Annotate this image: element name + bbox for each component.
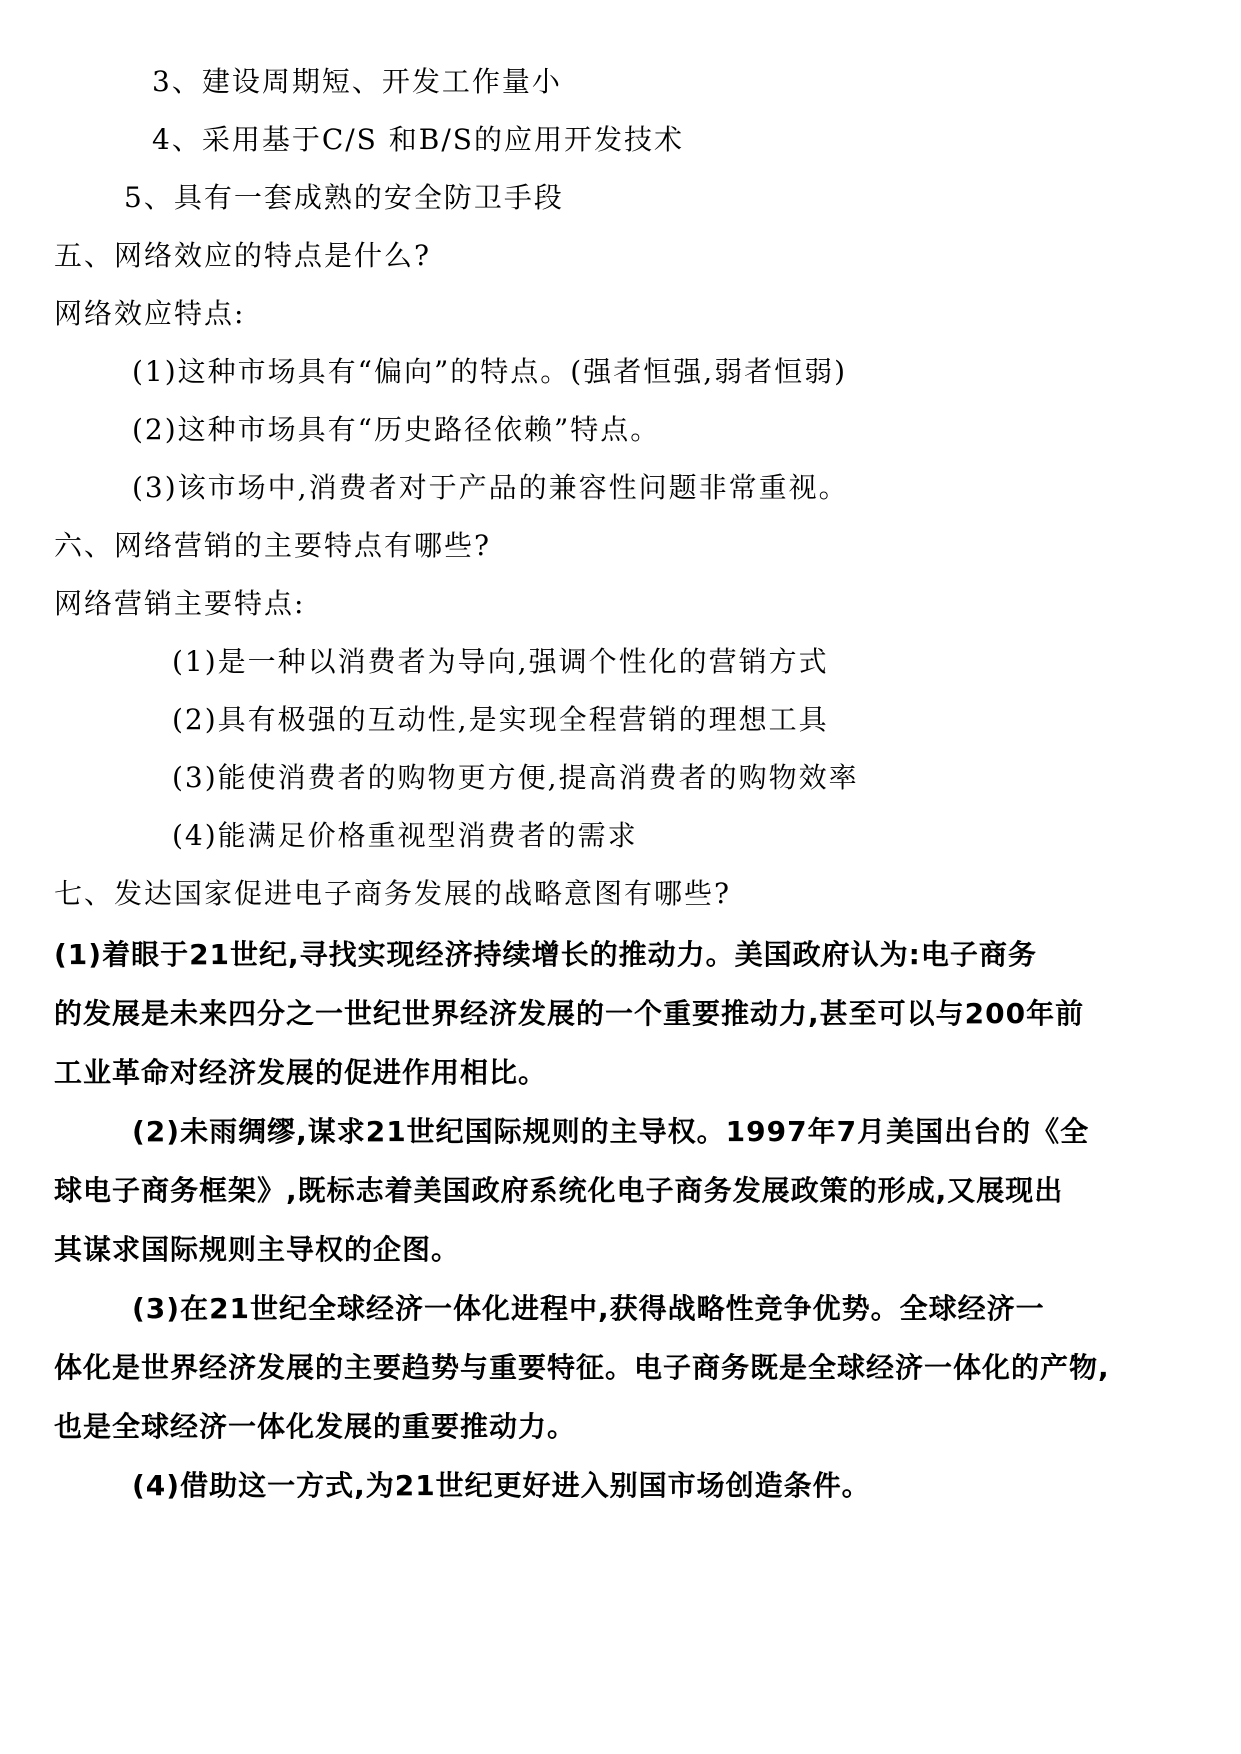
strategy-point-2-line-2: 球电子商务框架》,既标志着美国政府系统化电子商务发展政策的形成,又展现出 <box>54 1174 1064 1207</box>
section-five-heading: 五、网络效应的特点是什么? <box>54 239 432 272</box>
section-six-heading: 六、网络营销的主要特点有哪些? <box>54 529 492 562</box>
network-effect-label: 网络效应特点: <box>54 297 246 330</box>
strategy-point-4: (4)借助这一方式,为21世纪更好进入别国市场创造条件。 <box>132 1469 871 1502</box>
strategy-point-1-line-2: 的发展是未来四分之一世纪世界经济发展的一个重要推动力,甚至可以与200年前 <box>54 997 1085 1030</box>
section-seven-heading: 七、发达国家促进电子商务发展的战略意图有哪些? <box>54 877 732 910</box>
strategy-point-3-line-2: 体化是世界经济发展的主要趋势与重要特征。电子商务既是全球经济一体化的产物, <box>54 1351 1110 1384</box>
network-marketing-point-1: (1)是一种以消费者为导向,强调个性化的营销方式 <box>172 645 829 678</box>
item-4-cs-bs: 4、采用基于C/S 和B/S的应用开发技术 <box>152 123 684 156</box>
network-marketing-point-3: (3)能使消费者的购物更方便,提高消费者的购物效率 <box>172 761 859 794</box>
network-effect-point-2: (2)这种市场具有“历史路径依赖”特点。 <box>132 413 661 446</box>
strategy-point-3-line-3: 也是全球经济一体化发展的重要推动力。 <box>54 1410 577 1443</box>
item-3-short-cycle: 3、建设周期短、开发工作量小 <box>152 65 562 98</box>
network-marketing-point-2: (2)具有极强的互动性,是实现全程营销的理想工具 <box>172 703 829 736</box>
strategy-point-2-line-1: (2)未雨绸缪,谋求21世纪国际规则的主导权。1997年7月美国出台的《全 <box>132 1115 1090 1148</box>
network-effect-point-3: (3)该市场中,消费者对于产品的兼容性问题非常重视。 <box>132 471 849 504</box>
network-effect-point-1: (1)这种市场具有“偏向”的特点。(强者恒强,弱者恒弱) <box>132 355 848 388</box>
network-marketing-label: 网络营销主要特点: <box>54 587 306 620</box>
strategy-point-1-line-1: (1)着眼于21世纪,寻找实现经济持续增长的推动力。美国政府认为:电子商务 <box>54 938 1037 971</box>
strategy-point-3-line-1: (3)在21世纪全球经济一体化进程中,获得战略性竞争优势。全球经济一 <box>132 1292 1045 1325</box>
strategy-point-1-line-3: 工业革命对经济发展的促进作用相比。 <box>54 1056 548 1089</box>
item-5-security: 5、具有一套成熟的安全防卫手段 <box>124 181 564 214</box>
network-marketing-point-4: (4)能满足价格重视型消费者的需求 <box>172 819 638 852</box>
strategy-point-2-line-3: 其谋求国际规则主导权的企图。 <box>54 1233 461 1266</box>
